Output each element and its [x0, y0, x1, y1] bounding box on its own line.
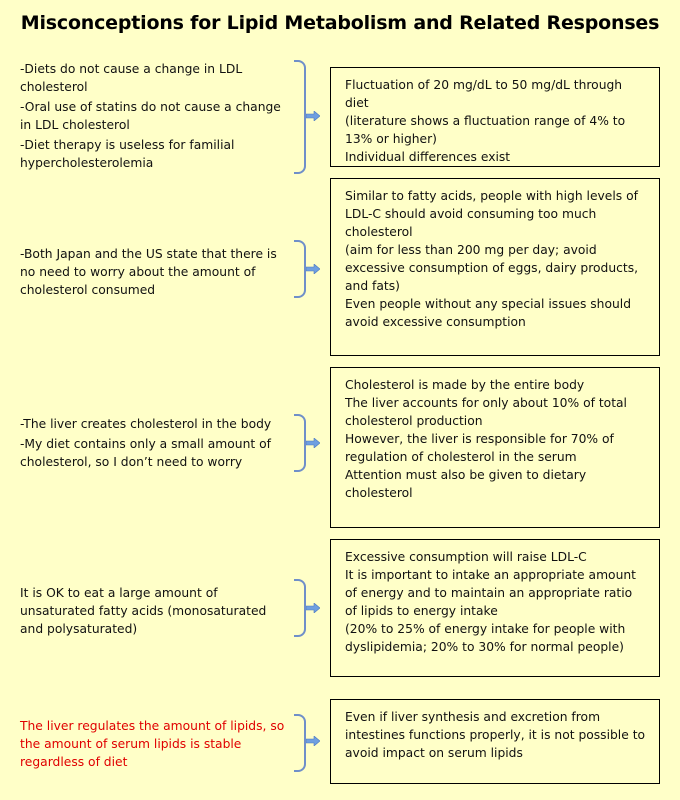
response-box-2 — [330, 178, 660, 356]
response-text: Even if liver synthesis and excretion from intestines functions properly, it is not possible to avoid impact on serum lipids — [345, 710, 646, 760]
misconception-text: The liver regulates the amount of lipids, so the amount of serum lipids is stable regardless of diet — [20, 719, 285, 769]
response-text: Individual differences exist — [345, 150, 511, 164]
misconception-text: -Diets do not cause a change in LDL cholesterol — [20, 62, 243, 94]
response-text: Excessive consumption will raise LDL-C — [345, 550, 587, 564]
page-title: Misconceptions for Lipid Metabolism and Related Responses — [20, 12, 660, 34]
misconception-text: -My diet contains only a small amount of cholesterol, so I don’t need to worry — [20, 437, 271, 469]
response-text: (aim for less than 200 mg per day; avoid excessive consumption of eggs, dairy products, and fats) — [345, 243, 639, 293]
misconception-text: -The liver creates cholesterol in the body — [20, 417, 272, 431]
group-brace — [294, 579, 306, 637]
response-box-5 — [330, 699, 660, 784]
response-text: It is important to intake an appropriate amount of energy and to maintain an appropriate ratio of lipids to energy intake — [345, 568, 636, 618]
misconception-text: -Both Japan and the US state that there is no need to worry about the amount of cholesterol consumed — [20, 247, 277, 297]
misconception-group-3 — [20, 415, 292, 471]
group-brace — [294, 60, 306, 174]
response-box-4 — [330, 539, 660, 677]
response-text: (literature shows a fluctuation range of 4% to 13% or higher) — [345, 114, 626, 146]
response-text: The liver accounts for only about 10% of total cholesterol production — [345, 396, 627, 428]
misconception-group-2 — [20, 245, 292, 299]
arrow-right-icon — [306, 111, 320, 121]
response-text: However, the liver is responsible for 70% of regulation of cholesterol in the serum — [345, 432, 614, 464]
response-text: Attention must also be given to dietary cholesterol — [345, 468, 587, 500]
group-brace — [294, 714, 306, 772]
misconception-group-1 — [20, 60, 292, 172]
misconception-text: -Oral use of statins do not cause a change in LDL cholesterol — [20, 100, 281, 132]
group-brace — [294, 240, 306, 298]
response-text: Cholesterol is made by the entire body — [345, 378, 585, 392]
arrow-right-icon — [306, 438, 320, 448]
misconception-group-4 — [20, 584, 292, 638]
arrow-right-icon — [306, 264, 320, 274]
group-brace — [294, 414, 306, 472]
arrow-right-icon — [306, 603, 320, 613]
response-text: Similar to fatty acids, people with high levels of LDL-C should avoid consuming too much cholesterol — [345, 189, 638, 239]
misconception-group-5 — [20, 717, 292, 771]
misconception-text: It is OK to eat a large amount of unsaturated fatty acids (monosaturated and polysaturated) — [20, 586, 267, 636]
response-text: Even people without any special issues should avoid excessive consumption — [345, 297, 632, 329]
response-text: (20% to 25% of energy intake for people with dyslipidemia; 20% to 30% for normal people) — [345, 622, 626, 654]
response-box-3 — [330, 367, 660, 528]
arrow-right-icon — [306, 736, 320, 746]
misconception-text: -Diet therapy is useless for familial hypercholesterolemia — [20, 138, 235, 170]
response-box-1 — [330, 67, 660, 167]
response-text: Fluctuation of 20 mg/dL to 50 mg/dL through diet — [345, 78, 623, 110]
